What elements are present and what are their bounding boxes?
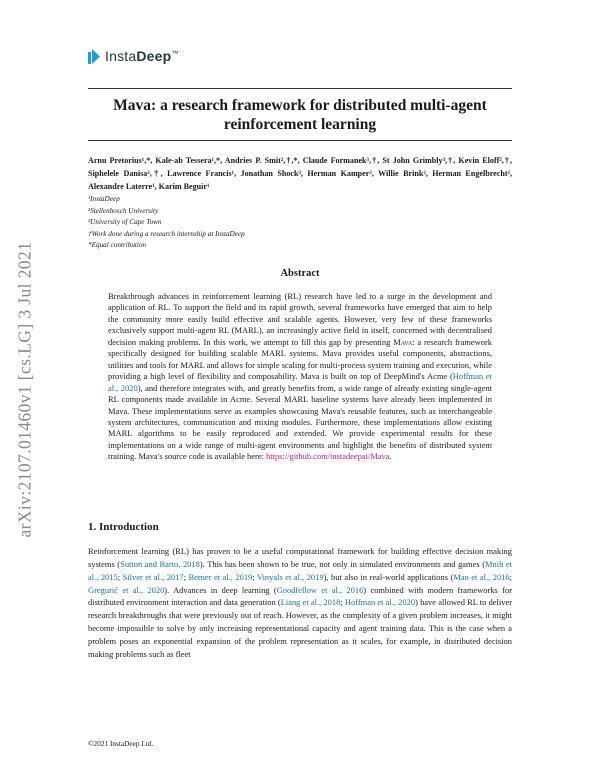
citation-link[interactable]: Mao et al., 2016 xyxy=(453,571,510,582)
intro-text: Reinforcement learning (RL) has proven to be a useful computational framework for building effective decision making systems ( xyxy=(88,546,512,569)
intro-text: ) have allowed RL to deliver research breakthroughs that were previously out of reach. However, as the complexity of a given problem increases, it might become impossible to solve by only increasing representational capacity and agent training data. This is the case when a problem poses an exponential expansion of the problem representation as it scales, for example, in distributed decision making problems such as fleet xyxy=(88,597,513,659)
citation-link[interactable]: Liang et al., 2018 xyxy=(280,597,341,608)
intro-text: ; xyxy=(117,571,123,582)
arxiv-identifier: arXiv:2107.01460v1 [cs.LG] 3 Jul 2021 xyxy=(14,241,35,538)
affiliation-1: ¹InstaDeep xyxy=(88,195,120,203)
instadeep-logo xyxy=(88,48,179,64)
citation-link[interactable]: Hoffman et al., 2020 xyxy=(344,597,416,608)
citation-link[interactable]: Goodfellow et al., 2016 xyxy=(276,584,364,595)
affiliation-note-equal: *Equal contribution xyxy=(88,241,147,250)
intro-text: ), but also in real-world applications ( xyxy=(323,571,454,582)
affiliations xyxy=(88,194,245,252)
intro-text: ; xyxy=(252,571,257,582)
abstract-heading: Abstract xyxy=(280,268,320,279)
title-top-rule xyxy=(88,88,512,89)
citation-link[interactable]: Sutton and Barto, 2018 xyxy=(120,558,200,569)
copyright-footer: ©2021 InstaDeep Ltd. xyxy=(88,739,154,748)
intro-text: ; xyxy=(340,597,345,608)
author-list: Arnu Pretorius¹,*, Kale-ab Tessera¹,*, Andries P. Smit²,†,*, Claude Formanek³,†, St John Grimbly³,†, Kevin Eloff²,†, Siphelele Danisa³,†, Lawrence Francis¹, Jonathan Shock³, Herman Kamper², Willie Brink², Herman Engelbrecht², Alexandre Laterre¹, Karim Beguir¹ xyxy=(88,156,512,191)
intro-text: ) combined with modern frameworks for distributed environment interaction and data generation ( xyxy=(88,584,513,608)
arxiv-sidebar xyxy=(10,232,40,542)
citation-link[interactable]: Hoffman et al., 2020 xyxy=(108,371,492,393)
affiliation-note-internship: †Work done during a research internship at InstaDeep xyxy=(88,229,245,238)
citation-link[interactable]: Mnih et al., 2015 xyxy=(88,558,513,582)
citation-link[interactable]: Berner et al., 2019 xyxy=(188,571,253,582)
intro-text: ). Advances in deep learning ( xyxy=(164,584,277,595)
source-code-link[interactable]: https://github.com/instadeepai/Mava xyxy=(266,451,390,462)
logo-text: InstaDeep™ xyxy=(105,48,179,64)
introduction-body xyxy=(88,545,512,661)
intro-text: ). This has been shown to be true, not only in simulated environments and games ( xyxy=(199,558,486,569)
title-bottom-rule xyxy=(88,140,512,141)
affiliation-3: ³University of Cape Town xyxy=(88,218,162,227)
citation-link[interactable]: Silver et al., 2017 xyxy=(122,571,184,582)
intro-text: ; xyxy=(183,571,189,582)
citation-link[interactable]: Vinyals et al., 2019 xyxy=(257,571,324,582)
affiliation-2: ²Stellenbosch University xyxy=(88,206,159,215)
section-heading-introduction: 1. Introduction xyxy=(88,521,159,533)
intro-text: ; xyxy=(509,571,512,582)
abstract-body: Breakthrough advances in reinforcement learning (RL) research have led to a surge in the development and application of RL. To support the field and its rapid growth, several frameworks have emerged that aim to help the community more easily build effective and scalable agents. However, very few of these frameworks exclusively support multi-agent RL (MARL), an increasingly active field in itself, concerned with decentralised decision making problems. In this work, we attempt to fill this gap by presenting Mava: a research framework specifically designed for building scalable MARL systems. Mava provides useful components, abstractions, utilities and tools for MARL and allows for simple scaling for multi-process system training and execution, while providing a high level of flexibility and composability. Mava is built on top of DeepMind's Acme (Hoffman et al., 2020), and therefore integrates with, and greatly benefits from, a wide range of already existing single-agent RL components made available in Acme. Several MARL baseline systems have already been implemented in Mava. These implementations serve as examples showcasing Mava's reusable features, such as interchangeable system architectures, communication and mixing modules. Furthermore, these implementations allow existing MARL algorithms to be easily reproduced and extended. We provide experimental results for these implementations on a wide range of multi-agent environments and highlight the benefits of distributed system training. Mava's source code is available here: https://github.com/instadeepai/Mava. xyxy=(108,291,493,462)
instadeep-logo-icon xyxy=(88,49,100,64)
paper-title: Mava: a research framework for distributed multi-agent reinforcement learning xyxy=(113,97,487,133)
citation-link[interactable]: Gregurić et al., 2020 xyxy=(88,584,165,595)
